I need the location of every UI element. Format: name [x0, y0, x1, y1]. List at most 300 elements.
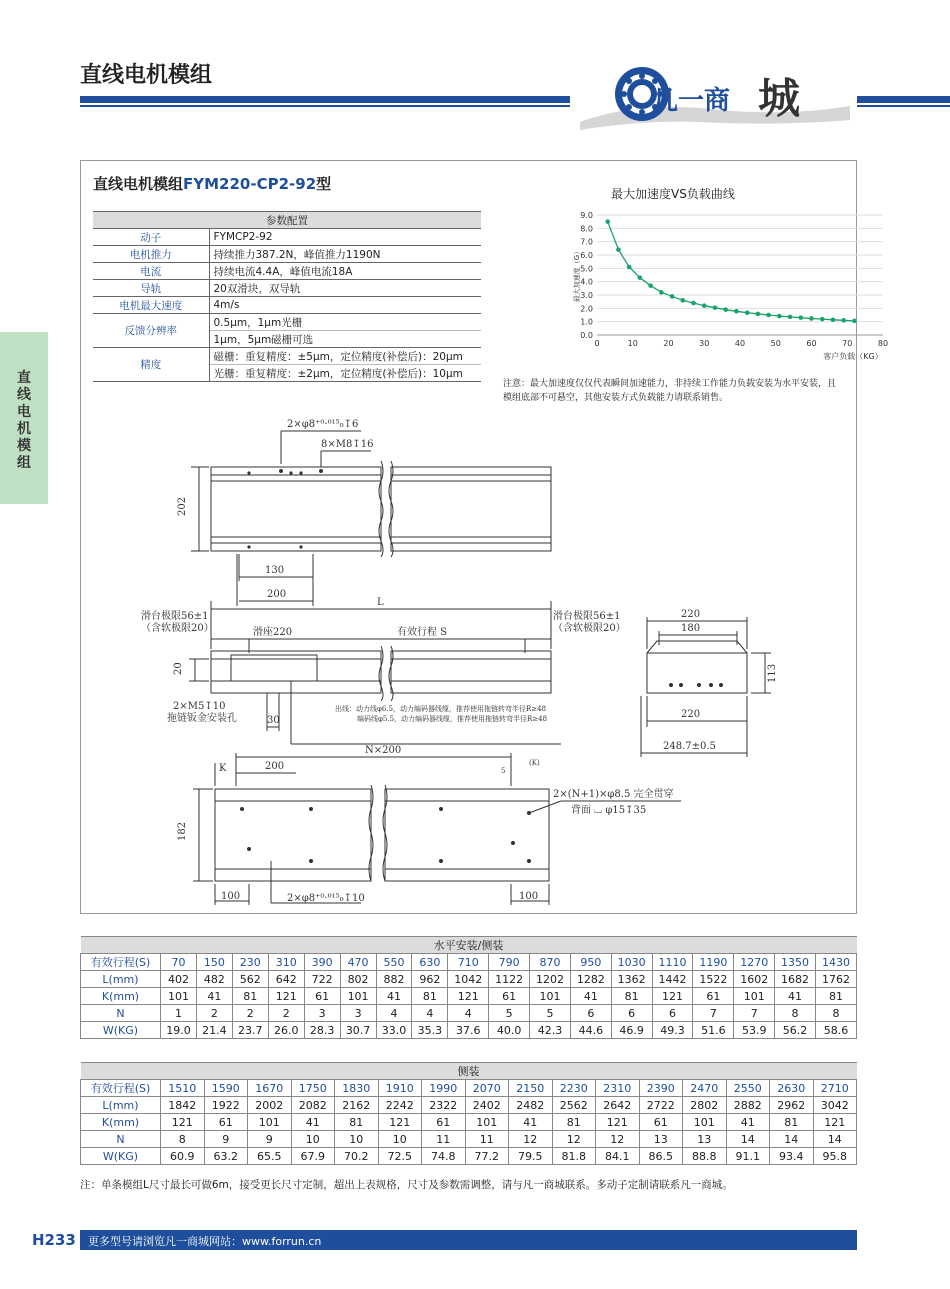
table-cell: 1110: [652, 954, 693, 971]
data-point: [745, 310, 750, 315]
table-cell: 61: [204, 1114, 248, 1131]
y-tick-label: 3.0: [580, 291, 593, 300]
table-row: [81, 1022, 857, 1039]
data-point: [798, 315, 803, 320]
table-cell: 5: [530, 1005, 571, 1022]
product-title-suffix: 型: [316, 175, 332, 193]
table-cell: 2322: [422, 1097, 466, 1114]
x-tick-label: 40: [734, 339, 746, 348]
param-key: 电机最大速度: [93, 297, 209, 314]
table-cell: 12: [596, 1131, 640, 1148]
table-cell: 42.3: [530, 1022, 571, 1039]
brand-name-big: 城: [758, 74, 801, 123]
y-axis-label: 最大加速度（G）: [573, 247, 581, 303]
params-table: [93, 211, 481, 382]
dim-K: K: [219, 763, 227, 774]
table-cell: 1510: [161, 1080, 205, 1097]
dim-100-right: 100: [519, 891, 539, 902]
y-tick-label: 5.0: [580, 264, 593, 274]
table-cell: 150: [196, 954, 232, 971]
param-key: 反馈分辨率: [93, 314, 209, 348]
table-cell: 67.9: [291, 1148, 335, 1165]
dim-200-bottom: 200: [265, 761, 285, 772]
table-cell: 30.7: [340, 1022, 376, 1039]
table-cell: 2: [232, 1005, 268, 1022]
table-cell: 41: [775, 988, 816, 1005]
table-cell: 101: [734, 988, 775, 1005]
data-point: [616, 247, 621, 252]
table-cell: 962: [412, 971, 448, 988]
spec-table-side: [80, 1062, 857, 1165]
product-panel: [80, 160, 889, 914]
table-cell: 121: [378, 1114, 422, 1131]
row-label: N: [81, 1005, 161, 1022]
page-number: H233: [32, 1231, 76, 1249]
footer-bar: [80, 1230, 857, 1250]
row-label: K(mm): [81, 988, 161, 1005]
table-cell: 13: [639, 1131, 683, 1148]
acceleration-chart: [501, 201, 889, 371]
table-cell: 91.1: [726, 1148, 770, 1165]
table-cell: 70.2: [335, 1148, 379, 1165]
param-key: 动子: [93, 229, 209, 246]
table-cell: 121: [268, 988, 304, 1005]
table-cell: 10: [335, 1131, 379, 1148]
dim-chain: 拖链钣金安装孔: [167, 713, 237, 724]
row-label: L(mm): [81, 1097, 161, 1114]
row-label: W(KG): [81, 1148, 161, 1165]
y-tick-label: 6.0: [580, 251, 593, 260]
row-label: W(KG): [81, 1022, 161, 1039]
table-cell: 121: [448, 988, 489, 1005]
table-cell: 14: [726, 1131, 770, 1148]
table-cell: 61: [489, 988, 530, 1005]
table-row: [81, 1114, 857, 1131]
dim-180: 180: [681, 623, 701, 634]
table-cell: 13: [683, 1131, 727, 1148]
table-cell: 1682: [775, 971, 816, 988]
side-category-tab: [0, 332, 48, 504]
row-label: 有效行程(S): [81, 954, 161, 971]
data-point: [702, 303, 707, 308]
param-value: 4m/s: [209, 297, 481, 314]
param-value: 20双滑块，双导轨: [209, 280, 481, 297]
side-char: 线: [17, 387, 31, 403]
table-cell: 4: [376, 1005, 412, 1022]
data-point: [831, 318, 836, 323]
table-cell: 14: [770, 1131, 814, 1148]
table-cell: 1042: [448, 971, 489, 988]
row-label: L(mm): [81, 971, 161, 988]
table-cell: 93.4: [770, 1148, 814, 1165]
table-cell: 12: [552, 1131, 596, 1148]
table-cell: 37.6: [448, 1022, 489, 1039]
dim-seat: 滑座220: [253, 627, 293, 638]
table-cell: 8: [775, 1005, 816, 1022]
data-point: [638, 275, 643, 280]
dim-counterbore: 背面 ⌴ φ15↧35: [571, 805, 647, 816]
table-cell: 121: [813, 1114, 857, 1131]
table-cell: 46.9: [611, 1022, 652, 1039]
dim-top-hole: 2×φ8⁺⁰·⁰¹⁵₀↧6: [287, 419, 359, 430]
product-model: FYM220-CP2-92: [183, 175, 317, 193]
table-cell: 7: [693, 1005, 734, 1022]
table-cell: 11: [465, 1131, 509, 1148]
table-cell: 2242: [378, 1097, 422, 1114]
table-cell: 28.3: [304, 1022, 340, 1039]
data-point: [777, 314, 782, 319]
table-cell: 26.0: [268, 1022, 304, 1039]
product-title: [93, 173, 331, 194]
y-tick-label: 8.0: [580, 224, 593, 234]
dim-20: 20: [173, 662, 184, 675]
table-cell: 7: [734, 1005, 775, 1022]
data-point: [659, 290, 664, 295]
side-char: 组: [17, 455, 31, 471]
param-row: [93, 229, 481, 246]
y-tick-label: 9.0: [580, 211, 593, 220]
table-cell: 23.7: [232, 1022, 268, 1039]
dim-113: 113: [767, 663, 778, 683]
param-key: 导轨: [93, 280, 209, 297]
y-tick-label: 1.0: [580, 317, 593, 327]
param-row: [93, 314, 481, 331]
table-cell: 1602: [734, 971, 775, 988]
brand-name: 凡一商: [652, 86, 731, 116]
table-cell: 5: [489, 1005, 530, 1022]
x-tick-label: 10: [627, 339, 638, 348]
table-cell: 61: [304, 988, 340, 1005]
table-cell: 35.3: [412, 1022, 448, 1039]
data-point: [766, 313, 771, 318]
table-cell: 402: [161, 971, 197, 988]
params-header: 参数配置: [93, 212, 481, 229]
table-cell: 61: [693, 988, 734, 1005]
table-cell: 9: [248, 1131, 292, 1148]
dim-through-holes: 2×(N+1)×φ8.5 完全贯穿: [553, 789, 674, 800]
dim-slide-left: 滑台极限56±1: [141, 611, 209, 622]
table-cell: 81: [611, 988, 652, 1005]
x-tick-label: 20: [663, 339, 674, 348]
data-point: [713, 305, 718, 310]
x-tick-label: 0: [594, 339, 600, 348]
table-row: [81, 971, 857, 988]
table-cell: 1522: [693, 971, 734, 988]
dim-L: L: [377, 597, 384, 608]
table-cell: 1830: [335, 1080, 379, 1097]
table-cell: 81: [770, 1114, 814, 1131]
table-cell: 53.9: [734, 1022, 775, 1039]
dim-202: 202: [177, 496, 188, 516]
table-cell: 88.8: [683, 1148, 727, 1165]
header-rule-thin: [80, 105, 570, 107]
dim-220-bottom: 220: [681, 709, 701, 720]
dim-182: 182: [177, 821, 188, 841]
table-cell: 722: [304, 971, 340, 988]
table-cell: 60.9: [161, 1148, 205, 1165]
table-cell: 2710: [813, 1080, 857, 1097]
table-cell: 310: [268, 954, 304, 971]
table-cell: 2642: [596, 1097, 640, 1114]
table-cell: 1842: [161, 1097, 205, 1114]
x-tick-label: 30: [699, 339, 710, 348]
data-point: [809, 316, 814, 321]
table-cell: 2630: [770, 1080, 814, 1097]
table-cell: 41: [291, 1114, 335, 1131]
table-cell: 1442: [652, 971, 693, 988]
table-cell: 101: [530, 988, 571, 1005]
table-cell: 2150: [509, 1080, 553, 1097]
table-cell: 1430: [815, 954, 856, 971]
dim-bottom-hole: 2×φ8⁺⁰·⁰¹⁵₀↧10: [287, 893, 365, 904]
table-cell: 51.6: [693, 1022, 734, 1039]
data-point: [756, 312, 761, 317]
table-cell: 2082: [291, 1097, 335, 1114]
table-cell: 562: [232, 971, 268, 988]
table-cell: 101: [248, 1114, 292, 1131]
row-label: 有效行程(S): [81, 1080, 161, 1097]
chart-note: 注意：最大加速度仅仅代表瞬间加速能力，非持续工作能力负载安装为水平安装，且模组底部不可悬空，其他安装方式负载能力请联系销售。: [503, 379, 837, 403]
table-cell: 44.6: [570, 1022, 611, 1039]
data-point: [627, 265, 632, 270]
table-row: [81, 954, 857, 971]
table-cell: 81: [552, 1114, 596, 1131]
table-cell: 2230: [552, 1080, 596, 1097]
table-cell: 41: [196, 988, 232, 1005]
data-point: [734, 309, 739, 314]
table-cell: 65.5: [248, 1148, 292, 1165]
data-point: [852, 319, 857, 324]
param-key: 精度: [93, 348, 209, 382]
table-cell: 6: [652, 1005, 693, 1022]
table-cell: 630: [412, 954, 448, 971]
product-title-prefix: 直线电机模组: [93, 175, 184, 193]
table-cell: 2482: [509, 1097, 553, 1114]
param-value: 持续电流4.4A，峰值电流18A: [209, 263, 481, 280]
table-cell: 2390: [639, 1080, 683, 1097]
table-cell: 870: [530, 954, 571, 971]
data-point: [691, 301, 696, 306]
table-cell: 2882: [726, 1097, 770, 1114]
table-cell: 84.1: [596, 1148, 640, 1165]
dim-30: 30: [267, 715, 280, 726]
table-cell: 101: [465, 1114, 509, 1131]
dim-5: 5: [501, 767, 506, 775]
table-cell: 3: [340, 1005, 376, 1022]
table-cell: 41: [726, 1114, 770, 1131]
param-row: [93, 263, 481, 280]
data-point: [605, 219, 610, 224]
table-cell: 9: [204, 1131, 248, 1148]
dimension-drawing: [141, 401, 861, 904]
y-tick-label: 0.0: [580, 331, 593, 340]
table-cell: 390: [304, 954, 340, 971]
param-value: FYMCP2-92: [209, 229, 481, 246]
dim-outlet-encoder: 编码线φ5.5，动力编码器线缆，推荐使用拖链转弯半径R≥48: [357, 715, 548, 723]
table-row: [81, 1080, 857, 1097]
side-char: 机: [17, 421, 31, 437]
data-point: [841, 318, 846, 323]
table-cell: 482: [196, 971, 232, 988]
table-cell: 2550: [726, 1080, 770, 1097]
table-cell: 101: [161, 988, 197, 1005]
table-row: [81, 1097, 857, 1114]
table-cell: 81.8: [552, 1148, 596, 1165]
table-cell: 1362: [611, 971, 652, 988]
table-cell: 1762: [815, 971, 856, 988]
table-cell: 2162: [335, 1097, 379, 1114]
table-cell: 710: [448, 954, 489, 971]
table-cell: 2310: [596, 1080, 640, 1097]
table-cell: 1030: [611, 954, 652, 971]
table-cell: 41: [570, 988, 611, 1005]
param-key: 电机推力: [93, 246, 209, 263]
data-point: [670, 294, 675, 299]
table-cell: 4: [412, 1005, 448, 1022]
table-cell: 86.5: [639, 1148, 683, 1165]
dim-slide-right-sub: （含软极限20）: [553, 623, 626, 634]
table-cell: 21.4: [196, 1022, 232, 1039]
header-rule-right-thin: [857, 105, 950, 107]
table-cell: 81: [412, 988, 448, 1005]
table-cell: 79.5: [509, 1148, 553, 1165]
table-cell: 470: [340, 954, 376, 971]
dim-220-top: 220: [681, 609, 701, 620]
table-cell: 121: [652, 988, 693, 1005]
table-cell: 58.6: [815, 1022, 856, 1039]
table-cell: 1750: [291, 1080, 335, 1097]
dim-stroke: 有效行程 S: [397, 627, 448, 638]
page-title: 直线电机模组: [80, 63, 213, 88]
table-cell: 2402: [465, 1097, 509, 1114]
dim-130: 130: [265, 565, 285, 576]
data-point: [681, 298, 686, 303]
table-cell: 101: [340, 988, 376, 1005]
table-cell: 802: [340, 971, 376, 988]
dim-outlet-power: 出线：动力线φ6.5，动力编码器线缆，推荐使用拖链转弯半径R≥48: [335, 705, 547, 713]
table-cell: 77.2: [465, 1148, 509, 1165]
table-cell: 41: [509, 1114, 553, 1131]
table-cell: 2470: [683, 1080, 727, 1097]
table-cell: 1670: [248, 1080, 292, 1097]
footer-note: 注：单条模组L尺寸最长可做6m，接受更长尺寸定制，超出上表规格，尺寸及参数需调整，请与凡一商城联系。多动子定制请联系凡一商城。: [80, 1179, 733, 1191]
param-value: 光栅：重复精度：±2μm，定位精度(补偿后)：10μm: [209, 365, 481, 382]
table-cell: 1590: [204, 1080, 248, 1097]
dim-m8: 8×M8↧16: [321, 439, 374, 450]
table-cell: 12: [509, 1131, 553, 1148]
table-cell: 1350: [775, 954, 816, 971]
table-cell: 101: [683, 1114, 727, 1131]
y-tick-label: 4.0: [580, 277, 593, 287]
table-cell: 1190: [693, 954, 734, 971]
table-cell: 2: [196, 1005, 232, 1022]
table-cell: 6: [570, 1005, 611, 1022]
side-char: 直: [17, 370, 31, 386]
dim-slide-left-sub: （含软极限20）: [141, 623, 214, 634]
table-cell: 61: [422, 1114, 466, 1131]
header-rule: [80, 96, 570, 103]
table-cell: 14: [813, 1131, 857, 1148]
dim-N200: N×200: [365, 745, 402, 756]
side-char: 模: [17, 438, 31, 454]
table-cell: 2722: [639, 1097, 683, 1114]
data-point: [820, 317, 825, 322]
param-row: [93, 348, 481, 365]
table-row: [81, 988, 857, 1005]
table-cell: 63.2: [204, 1148, 248, 1165]
dim-248: 248.7±0.5: [663, 741, 716, 752]
table-cell: 2962: [770, 1097, 814, 1114]
table-cell: 550: [376, 954, 412, 971]
data-point: [788, 315, 793, 320]
table-cell: 3: [304, 1005, 340, 1022]
table-cell: 49.3: [652, 1022, 693, 1039]
table-cell: 2: [268, 1005, 304, 1022]
spec-table-horizontal: [80, 936, 857, 1039]
table-cell: 8: [815, 1005, 856, 1022]
table-cell: 19.0: [161, 1022, 197, 1039]
dim-200: 200: [267, 589, 287, 600]
table-cell: 11: [422, 1131, 466, 1148]
table-cell: 1990: [422, 1080, 466, 1097]
row-label: N: [81, 1131, 161, 1148]
table-cell: 882: [376, 971, 412, 988]
param-value: 1μm，5μm磁栅可选: [209, 331, 481, 348]
header-rule-right: [857, 96, 950, 103]
table-cell: 1282: [570, 971, 611, 988]
table-cell: 121: [161, 1114, 205, 1131]
table-cell: 1202: [530, 971, 571, 988]
y-tick-label: 2.0: [580, 304, 593, 314]
table-cell: 4: [448, 1005, 489, 1022]
table-cell: 950: [570, 954, 611, 971]
table-cell: 2802: [683, 1097, 727, 1114]
table-row: [81, 1148, 857, 1165]
param-value: 0.5μm，1μm光栅: [209, 314, 481, 331]
param-value: 持续推力387.2N，峰值推力1190N: [209, 246, 481, 263]
table-cell: 3042: [813, 1097, 857, 1114]
data-point: [648, 283, 653, 288]
table-cell: 1270: [734, 954, 775, 971]
table-cell: 74.8: [422, 1148, 466, 1165]
table-cell: 2562: [552, 1097, 596, 1114]
series-line: [608, 222, 855, 321]
dim-m5: 2×M5↧10: [173, 701, 226, 712]
x-tick-label: 50: [770, 339, 781, 348]
table-cell: 1922: [204, 1097, 248, 1114]
spec-table-title: 水平安装/侧装: [81, 937, 857, 954]
table-cell: 1122: [489, 971, 530, 988]
x-tick-label: 80: [877, 339, 889, 348]
table-cell: 95.8: [813, 1148, 857, 1165]
table-cell: 8: [161, 1131, 205, 1148]
param-value: 磁栅：重复精度：±5μm，定位精度(补偿后)：20μm: [209, 348, 481, 365]
table-cell: 121: [596, 1114, 640, 1131]
table-cell: 81: [335, 1114, 379, 1131]
table-cell: 70: [161, 954, 197, 971]
table-cell: 41: [376, 988, 412, 1005]
table-cell: 2002: [248, 1097, 292, 1114]
table-cell: 40.0: [489, 1022, 530, 1039]
table-cell: 33.0: [376, 1022, 412, 1039]
table-row: [81, 1131, 857, 1148]
table-cell: 61: [639, 1114, 683, 1131]
param-row: [93, 280, 481, 297]
x-tick-label: 60: [806, 339, 817, 348]
table-cell: 1910: [378, 1080, 422, 1097]
spec-table-title: 侧装: [81, 1063, 857, 1080]
table-cell: 642: [268, 971, 304, 988]
